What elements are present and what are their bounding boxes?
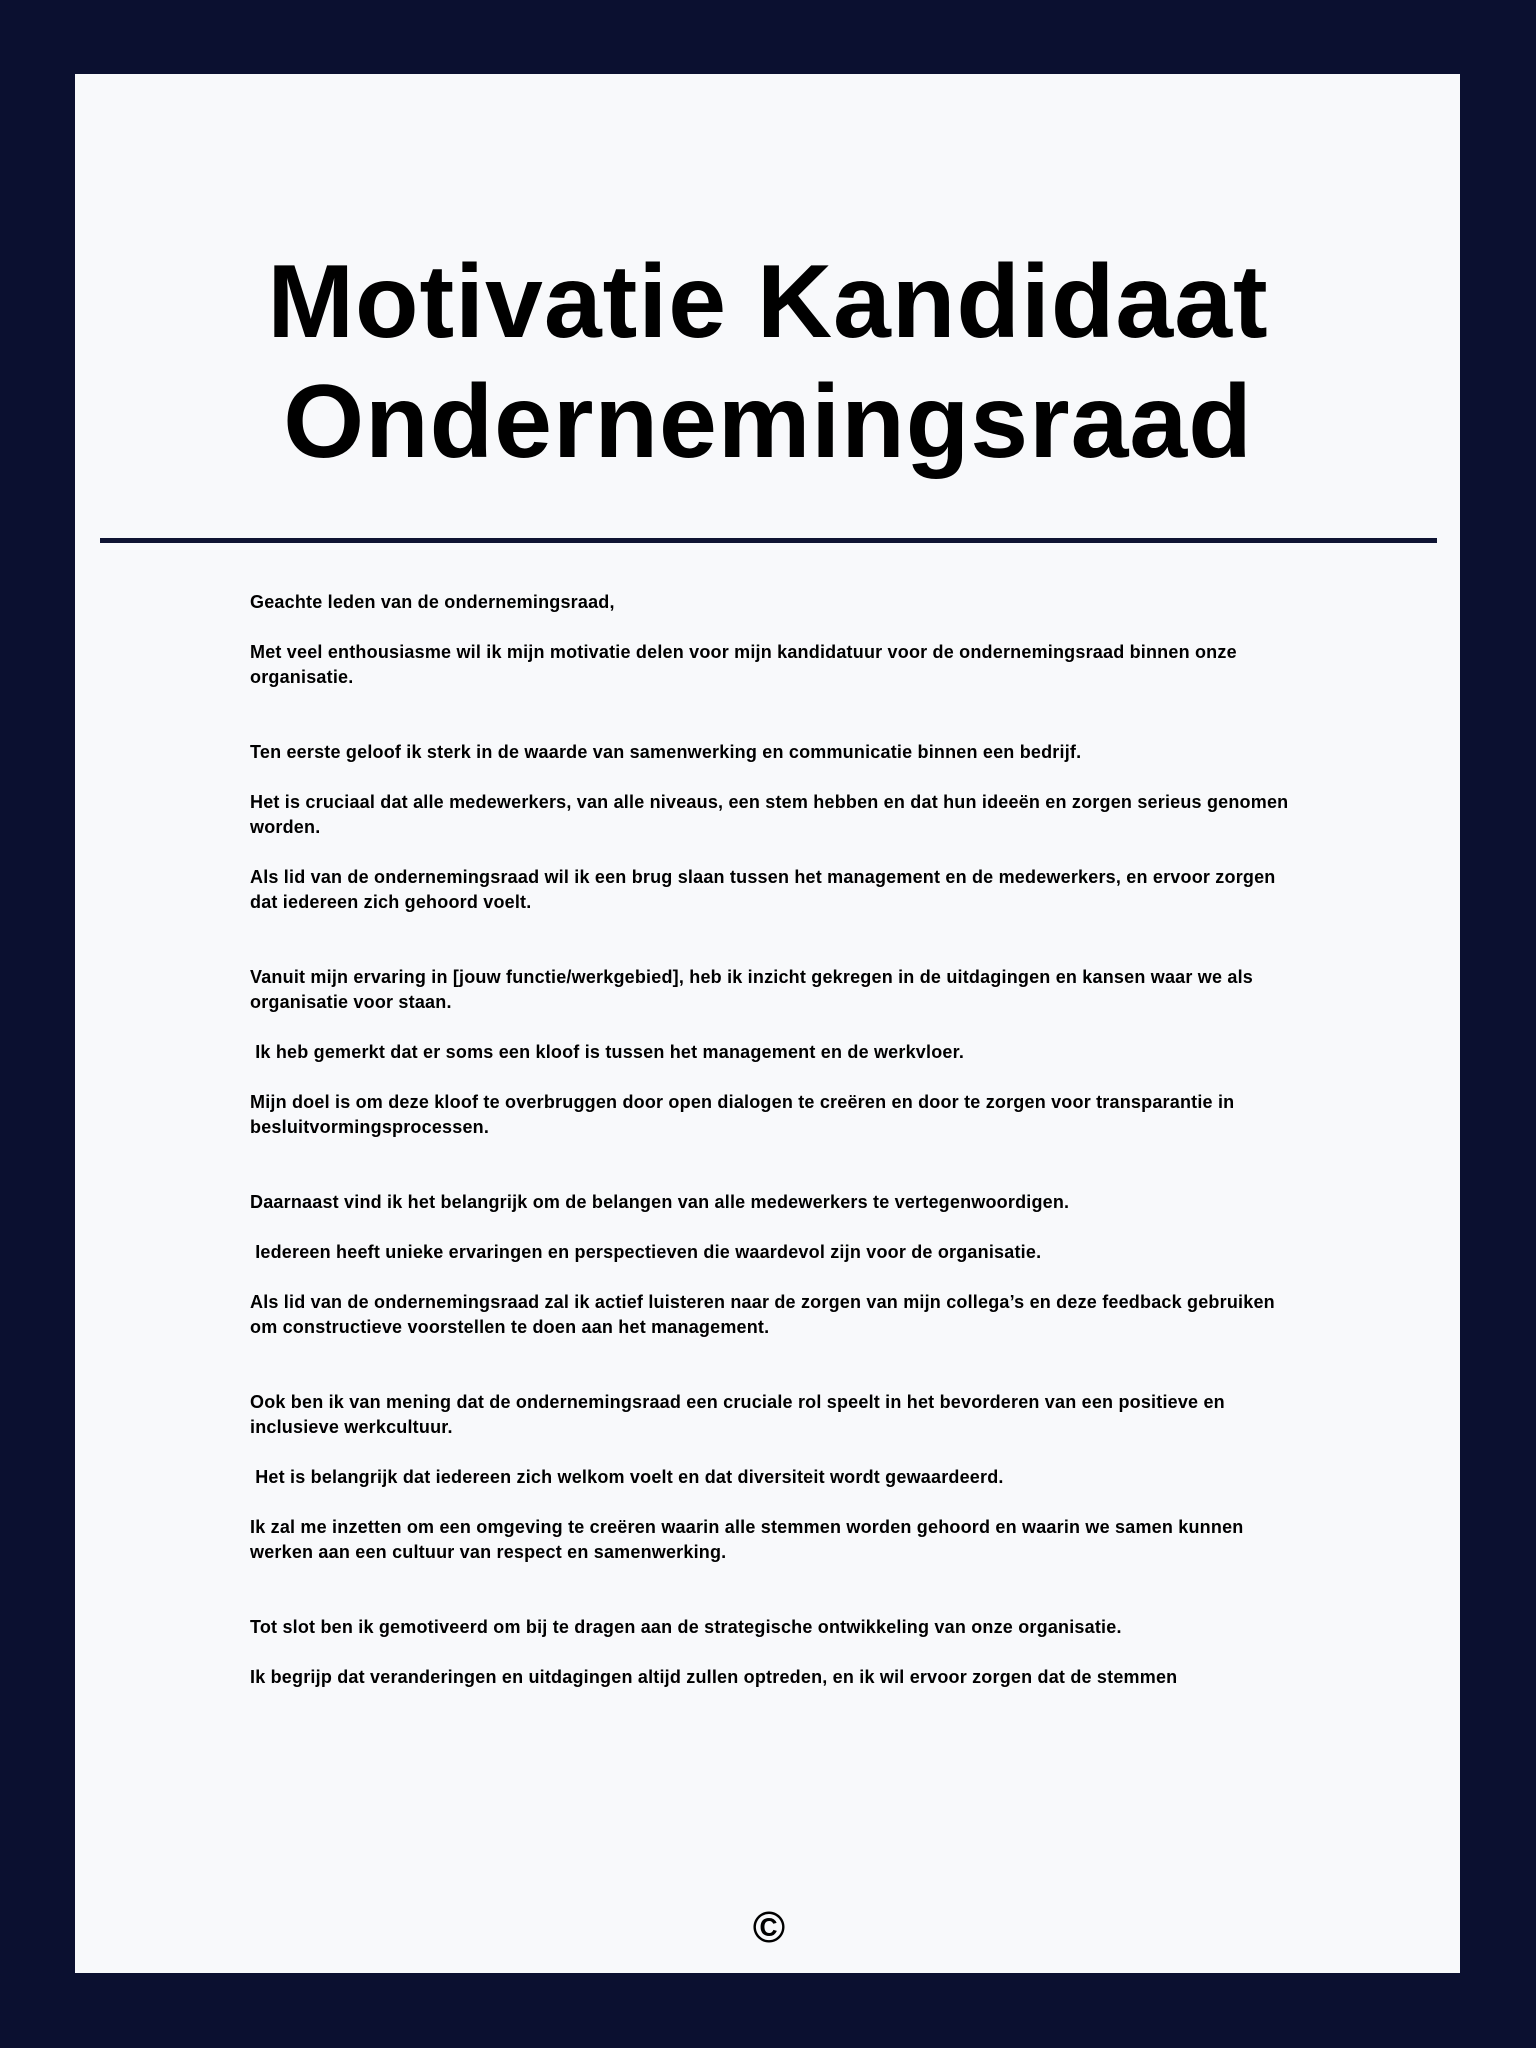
page-title [0, 242, 1536, 482]
paragraph: Ik zal me inzetten om een omgeving te creëren waarin alle stemmen worden gehoord en waarin we samen kunnen werken aan een cultuur van respect en samenwerking. [250, 1517, 1249, 1562]
paragraph: Vanuit mijn ervaring in [jouw functie/werkgebied], heb ik inzicht gekregen in de uitdagingen en kansen waar we als organisatie voor staan. [250, 967, 1259, 1012]
paragraph: Ik heb gemerkt dat er soms een kloof is tussen het management en de werkvloer. [250, 1042, 965, 1062]
paragraph: Als lid van de ondernemingsraad wil ik een brug slaan tussen het management en de medewerkers, en ervoor zorgen dat iedereen zich gehoord voelt. [250, 867, 1281, 912]
letter-body [250, 590, 1300, 1740]
paragraph-group [250, 1390, 1300, 1565]
paragraph: Ten eerste geloof ik sterk in de waarde van samenwerking en communicatie binnen een bedrijf. [250, 742, 1082, 762]
paragraph: Als lid van de ondernemingsraad zal ik actief luisteren naar de zorgen van mijn collega’s en deze feedback gebruiken om constructieve voorstellen te doen aan het management. [250, 1292, 1281, 1337]
title-line-1: Motivatie Kandidaat [267, 244, 1269, 360]
paragraph: Daarnaast vind ik het belangrijk om de belangen van alle medewerkers te vertegenwoordigen. [250, 1192, 1070, 1212]
title-line-2: Ondernemingsraad [283, 364, 1253, 480]
paragraph: Ook ben ik van mening dat de ondernemingsraad een cruciale rol speelt in het bevorderen van een positieve en inclusieve werkcultuur. [250, 1392, 1231, 1437]
paragraph: Mijn doel is om deze kloof te overbruggen door open dialogen te creëren en door te zorgen voor transparantie in besluitvormingsprocessen. [250, 1092, 1240, 1137]
paragraph-group [250, 590, 1300, 690]
paragraph-group [250, 1190, 1300, 1340]
paragraph: Met veel enthousiasme wil ik mijn motivatie delen voor mijn kandidatuur voor de ondernemingsraad binnen onze organisatie. [250, 642, 1242, 687]
paragraph-group [250, 740, 1300, 915]
copyright-icon: © [752, 1903, 786, 1952]
paragraph: Ik begrijp dat veranderingen en uitdagingen altijd zullen optreden, en ik wil ervoor zorgen dat de stemmen [250, 1667, 1178, 1687]
paragraph-group [250, 1615, 1300, 1690]
paragraph: Het is cruciaal dat alle medewerkers, van alle niveaus, een stem hebben en dat hun ideeën en zorgen serieus genomen worden. [250, 792, 1294, 837]
paragraph: Iedereen heeft unieke ervaringen en perspectieven die waardevol zijn voor de organisatie. [250, 1242, 1042, 1262]
title-divider [100, 538, 1437, 543]
paragraph: Geachte leden van de ondernemingsraad, [250, 592, 615, 612]
paragraph: Het is belangrijk dat iedereen zich welkom voelt en dat diversiteit wordt gewaardeerd. [250, 1467, 1004, 1487]
paragraph: Tot slot ben ik gemotiveerd om bij te dragen aan de strategische ontwikkeling van onze organisatie. [250, 1617, 1122, 1637]
paragraph-group [250, 965, 1300, 1140]
